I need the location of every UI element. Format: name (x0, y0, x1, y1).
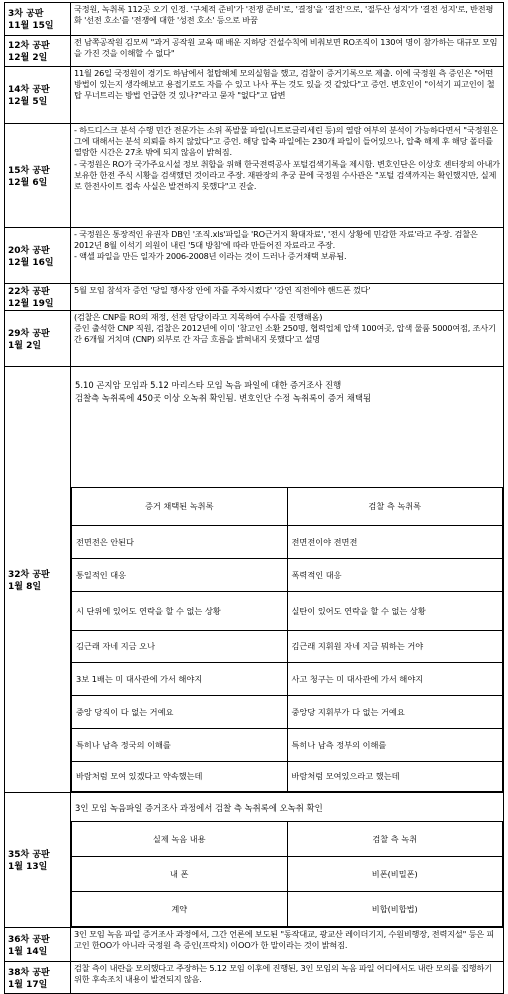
content-paragraph: - 국정원은 RO가 국가주요시설 정보 취합을 위해 한국전력공사 포털검색기록을 제시함. 변호인단은 이상호 센터장의 아내가 보유한 한전 주식 시황을 검색했던 것이라고 주장. 재판장의 추궁 끝에 국정원 수사관은 "포털 검색까지는 확인했지만, 실제로 한전사이트 접속 사실은 발견하지 못했다"고 진술. (74, 158, 500, 192)
session-label: 14차 공판 12월 5일 (5, 67, 71, 124)
session-content (71, 228, 504, 284)
transcript-comparison-table (71, 821, 503, 927)
session-label: 20차 공판 12월 16일 (5, 228, 71, 284)
comparison-row: 계약 비합(비합법) (72, 892, 503, 927)
session-label: 3차 공판 11월 15일 (5, 3, 71, 36)
comparison-row: 3보 1배는 미 대사관에 가서 해야지 사고 청구는 미 대사관에 가서 해야지 (72, 663, 503, 696)
table-row (5, 284, 504, 311)
session-content: 11월 26일 국정원이 경기도 하남에서 철탑해체 모의실험을 했고, 검찰이 증거기록으로 제출. 이에 국정원 측 증인은 "어떤 방법이 있는지 생각해보고 용접기로도 자를 수 있고 나사 푸는 것도 있을 것 같았다"고 증언. 변호인이 "이석기 피고인이 철탑 무너트리는 방법 언급한 것 있나?"라고 묻자 "없다"고 답변 (71, 67, 504, 124)
comparison-row: 전면전은 안된다 전면전이야 전면전 (72, 526, 503, 559)
column-header: 검찰 측 녹취 (287, 822, 503, 857)
session-content (71, 311, 504, 367)
comparison-header-row (72, 822, 503, 857)
table-row (5, 36, 504, 67)
comparison-row: 특히나 남측 정국의 이해를 특히나 남측 정부의 이해를 (72, 729, 503, 762)
table-row (5, 793, 504, 928)
comparison-row: 김근래 자네 지금 오나 김근래 지휘원 자네 지금 뭐하는 거야 (72, 631, 503, 663)
session-label: 35차 공판 1월 13일 (5, 793, 71, 928)
comparison-row: 내 폰 비폰(비밀폰) (72, 857, 503, 892)
session-label: 29차 공판 1월 2일 (5, 311, 71, 367)
comparison-row: 바람처럼 모여 있겠다고 약속했는데 바람처럼 모여있으라고 했는데 (72, 762, 503, 792)
table-row (5, 124, 504, 228)
table-row (5, 367, 504, 793)
session-content: 5월 모임 참석자 증언 '당일 행사장 안에 자를 주차시켰다' '강연 직전에야 핸드폰 껐다' (71, 284, 504, 311)
trial-timeline-table (4, 2, 504, 994)
table-row (5, 3, 504, 36)
comparison-row: 시 단위에 있어도 연락을 할 수 없는 상황 실탄이 있어도 연락을 할 수 없는 상황 (72, 592, 503, 631)
comparison-header-row (72, 488, 503, 526)
session-label: 15차 공판 12월 6일 (5, 124, 71, 228)
column-header: 실제 녹음 내용 (72, 822, 288, 857)
comparison-row: 중앙 당직이 다 없는 거예요 중앙당 지휘부가 다 없는 거예요 (72, 696, 503, 729)
session-intro: 5.10 곤지암 모임과 5.12 마리스타 모임 녹음 파일에 대한 증거조사 진행 검찰측 녹취록에 450곳 이상 오녹취 확인됨. 변호인단 수정 녹취록이 증거 채택됨 (75, 380, 372, 403)
table-row (5, 311, 504, 367)
table-row (5, 962, 504, 994)
session-content (71, 793, 504, 928)
session-label: 22차 공판 12월 19일 (5, 284, 71, 311)
session-label: 38차 공판 1월 17일 (5, 962, 71, 994)
transcript-comparison-table (71, 487, 503, 792)
content-paragraph: - 국정원은 통장적인 유권자 DB인 '조직.xls'파일을 'RO근거지 확대자료', '전시 상황에 민감한 자료'라고 주장. 검찰은 2012년 8월 이석기 의원이 내린 '5대 방침'에 따라 만들어진 자료라고 주장. (74, 229, 478, 251)
session-content: 전 남쪽공작원 김모씨 "과거 공작원 교육 때 배운 지하당 건설수칙에 비춰보면 RO조직이 130여 명이 참가하는 대규모 모임을 가진 것을 이해할 수 없다" (71, 36, 504, 67)
content-paragraph: - 하드디스크 분석 수행 민간 전문가는 소위 폭발물 파일(니트로글리세린 등)의 열람 여부의 분석이 가능하다면서 "국정원은 그에 대해서는 분석 의뢰를 하지 않았다"고 증언. 해당 압축 파일에는 230개 파일이 들어있으나, 압축 해제 후 해당 폴더를 열람한 시간은 27초 밖에 되지 않음이 밝혀짐. (74, 125, 498, 158)
content-paragraph: 증인 출석한 CNP 직원, 검찰은 2012년에 이미 '참고인 소환 250명, 협력업체 압색 100여곳, 압색 물품 5000여점, 조사기간 6개월 거치며 (CNP) 외부로 간 자금 흐름을 밝혀내지 못했다'고 설명 (74, 323, 496, 345)
column-header: 검찰 측 녹취록 (287, 488, 503, 526)
table-row (5, 228, 504, 284)
table-row (5, 67, 504, 124)
session-label: 32차 공판 1월 8일 (5, 367, 71, 793)
session-content (71, 367, 504, 793)
column-header: 증거 채택된 녹취록 (72, 488, 288, 526)
session-label: 12차 공판 12월 2일 (5, 36, 71, 67)
session-label: 36차 공판 1월 14일 (5, 928, 71, 962)
session-content (71, 124, 504, 228)
content-paragraph: (검찰은 CNP를 RO의 재정, 선전 담당이라고 지목하여 수사를 진행해옴) (74, 312, 323, 322)
comparison-row: 통일적인 대응 폭력적인 대응 (72, 559, 503, 592)
session-content: 3인 모임 녹음 파일 증거조사 과정에서, 그간 언론에 보도된 "동작대교, 광교산 레이더기지, 수원비행장, 전력지설" 등은 피고인 한OO가 아니라 국정원 측 증인(프락치) 이OO가 한 말이라는 것이 밝혀짐. (71, 928, 504, 962)
session-content: 검찰 측이 내란을 모의했다고 주장하는 5.12 모임 이후에 진행된, 3인 모임의 녹음 파일 어디에서도 내란 모의를 집행하기 위한 후속조치 내용이 발견되지 않음. (71, 962, 504, 994)
session-intro: 3인 모임 녹음파일 증거조사 과정에서 검찰 측 녹취록에 오녹취 확인 (75, 803, 323, 813)
session-content: 국정원, 녹취록 112곳 오기 인정. '구체적 준비'가 '전쟁 준비'로, '결정'을 '결전'으로, '절두산 성지'가 '결전 성지'로, 반전평화 '선전 호소'를 '전쟁에 대한 '성전 호소' 등으로 바꿈 (71, 3, 504, 36)
table-row (5, 928, 504, 962)
content-paragraph: - 액셀 파일을 만든 일자가 2006-2008년 이라는 것이 드러나 증거채택 보류됨. (74, 251, 347, 262)
